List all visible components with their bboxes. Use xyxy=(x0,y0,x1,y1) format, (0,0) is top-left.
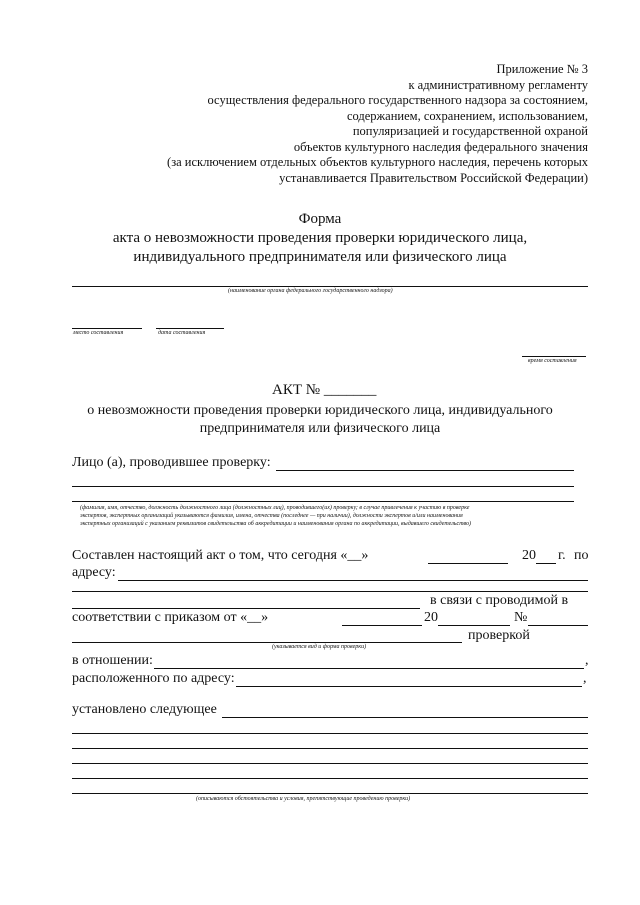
place-caption: место составления xyxy=(73,330,124,336)
established-line-5[interactable] xyxy=(72,778,588,779)
appendix-line: популяризацией и государственной охраной xyxy=(352,124,588,138)
located-label: расположенного по адресу: xyxy=(72,671,235,686)
appendix-line: (за исключением отдельных объектов культурного наследия, перечень которых xyxy=(167,155,588,169)
act-subtitle: о невозможности проведения проверки юридического лица, индивидуального xyxy=(87,403,553,418)
person-line-3[interactable] xyxy=(72,501,574,502)
appendix-line: Приложение № 3 xyxy=(496,62,588,76)
form-title-line3: индивидуального предпринимателя или физического лица xyxy=(133,249,507,265)
po-word: по xyxy=(574,548,589,563)
act-title-text: АКТ № xyxy=(272,382,321,398)
connection-field[interactable] xyxy=(72,608,420,609)
year-field[interactable] xyxy=(536,563,556,564)
order-year: 20 xyxy=(424,610,438,625)
person-line-2[interactable] xyxy=(72,486,574,487)
relation-field[interactable] xyxy=(154,668,584,669)
established-label: установлено следующее xyxy=(72,702,217,717)
date-caption: дата составления xyxy=(158,330,206,336)
place-line[interactable] xyxy=(72,328,142,329)
check-type-field[interactable] xyxy=(72,642,462,643)
appendix-header xyxy=(128,62,588,186)
persons-caption: (фамилия, имя, отчество, должность должностного лица (должностных лиц), проводившего(их) проверку; в случае привлечения к участию в проверке xyxy=(80,505,470,511)
relation-comma: , xyxy=(585,653,589,668)
circumstances-caption: (описываются обстоятельства и условия, препятствующие проведению проверки) xyxy=(196,796,411,802)
appendix-line: объектов культурного наследия федерального значения xyxy=(293,139,588,154)
time-caption: время составления xyxy=(528,358,577,364)
accordance-text: соответствии с приказом от «__» xyxy=(72,610,269,625)
act-subtitle-line2: предпринимателя или физического лица xyxy=(199,421,441,436)
form-title: Форма xyxy=(298,211,342,227)
order-number-field[interactable] xyxy=(528,625,588,626)
established-field[interactable] xyxy=(222,717,588,718)
order-date-field[interactable] xyxy=(342,625,422,626)
established-line-2[interactable] xyxy=(72,733,588,734)
established-line-4[interactable] xyxy=(72,763,588,764)
person-label: Лицо (а), проводившее проверку: xyxy=(72,455,271,470)
address-field[interactable] xyxy=(118,580,588,581)
relation-label: в отношении: xyxy=(72,653,153,668)
appendix-line: осуществления федерального государственного надзора за состоянием, xyxy=(207,93,588,107)
date-line[interactable] xyxy=(156,328,224,329)
person-field[interactable] xyxy=(276,470,574,471)
appendix-line: содержанием, сохранением, использованием, xyxy=(346,108,588,123)
organ-line[interactable] xyxy=(72,286,588,287)
persons-caption: экспертов, экспертных организаций указываются фамилия, имена, отчества (последнее — при наличии), должности экспертов и/или наименования xyxy=(80,513,463,519)
act-number[interactable]: _______ xyxy=(323,382,377,398)
address-label: адресу: xyxy=(72,565,116,580)
time-line[interactable] xyxy=(522,356,586,357)
composed-month-field[interactable] xyxy=(428,563,508,564)
address-line-2[interactable] xyxy=(72,591,588,592)
year-suffix: г. xyxy=(558,548,566,563)
act-title xyxy=(272,382,376,399)
form-title-line2: акта о невозможности проведения проверки юридического лица, xyxy=(112,230,528,246)
connection-text: в связи с проводимой в xyxy=(430,593,569,608)
established-line-6[interactable] xyxy=(72,793,588,794)
located-comma: , xyxy=(583,671,587,686)
order-year-field[interactable] xyxy=(438,625,510,626)
appendix-line: устанавливается Правительством Российской Федерации) xyxy=(279,170,588,185)
established-line-3[interactable] xyxy=(72,748,588,749)
organ-caption: (наименование органа федерального государственного надзора) xyxy=(228,288,393,294)
persons-caption: экспертных организаций с указанием реквизитов свидетельства об аккредитации и наименования органа по аккредитации, выдавшего свидетельство) xyxy=(80,521,472,527)
order-no-sign: № xyxy=(514,610,528,625)
appendix-line: к административному регламенту xyxy=(408,77,588,92)
composed-text: Составлен настоящий акт о том, что сегодня «__» xyxy=(72,548,369,563)
check-word: проверкой xyxy=(468,628,530,643)
check-type-caption: (указывается вид и форма проверки) xyxy=(272,644,367,650)
located-field[interactable] xyxy=(236,686,582,687)
year-prefix: 20 xyxy=(522,548,536,563)
